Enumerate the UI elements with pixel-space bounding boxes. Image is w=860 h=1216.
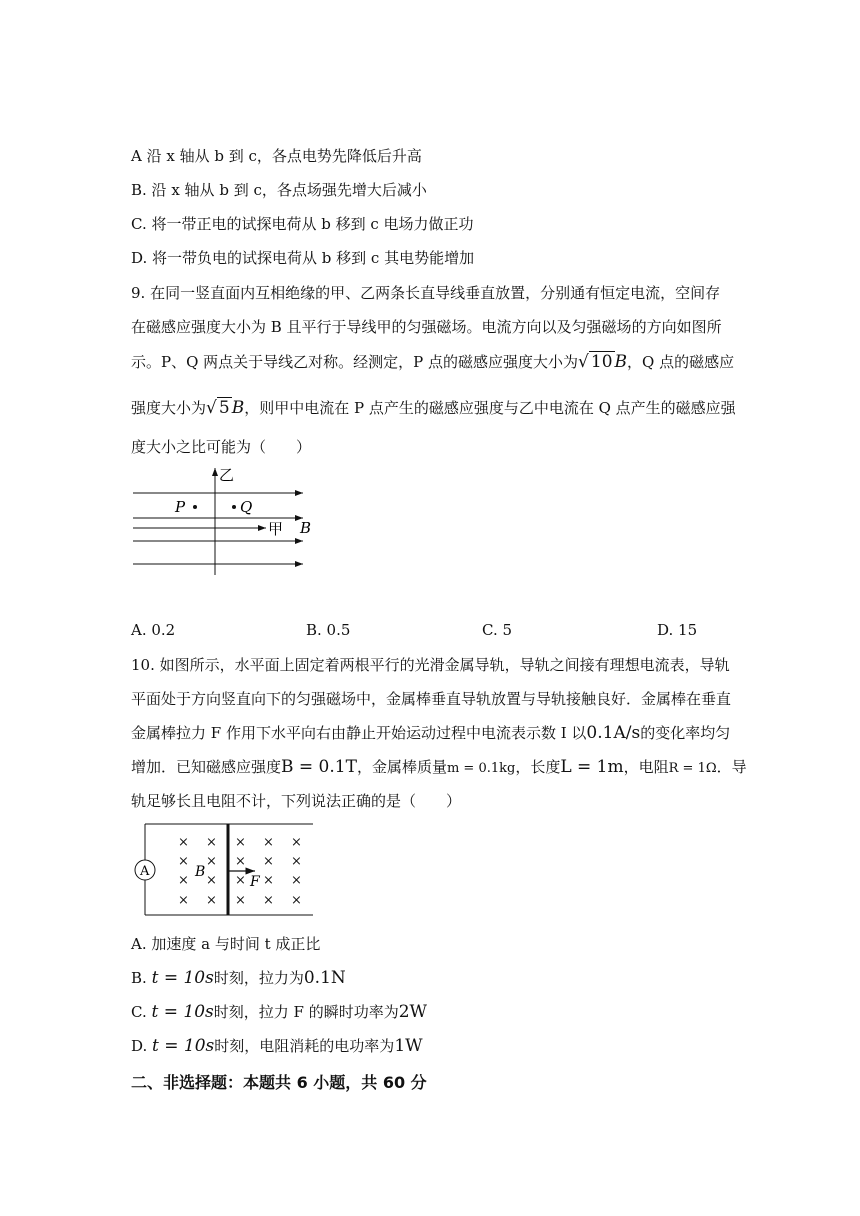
label-jia: 甲 bbox=[268, 520, 284, 538]
sqrt-5-radicand: 5 bbox=[218, 398, 230, 418]
q9-stem-line2: 在磁感应强度大小为 B 且平行于导线甲的匀强磁场。电流方向以及匀强磁场的方向如图所 bbox=[131, 318, 722, 336]
svg-text:×: × bbox=[206, 893, 217, 908]
q10-c-value: 2W bbox=[398, 1002, 427, 1022]
q10-option-c bbox=[131, 1002, 427, 1022]
svg-text:×: × bbox=[291, 873, 302, 888]
q10-line4-text-d: ，电阻 bbox=[623, 758, 669, 776]
svg-text:×: × bbox=[263, 893, 274, 908]
sqrt-5b: √ 5 B bbox=[206, 398, 245, 418]
ammeter-label: A bbox=[140, 864, 150, 879]
svg-text:×: × bbox=[291, 854, 302, 869]
q10-d-value: 1W bbox=[394, 1036, 423, 1056]
svg-text:×: × bbox=[235, 835, 246, 850]
q9-line4-text-b: ，则甲中电流在 P 点产生的磁感应强度与乙中电流在 Q 点产生的磁感应强 bbox=[244, 399, 736, 417]
q9-option-a: A. 0.2 bbox=[131, 621, 176, 639]
q10-option-b bbox=[131, 968, 346, 988]
q8-option-c: C. 将一带正电的试探电荷从 b 移到 c 电场力做正功 bbox=[131, 215, 474, 233]
q10-line4-text-b: ，金属棒质量 bbox=[356, 758, 447, 776]
q10-c-time: t = 10s bbox=[151, 1002, 214, 1022]
svg-text:×: × bbox=[206, 835, 217, 850]
q8-option-b: B. 沿 x 轴从 b 到 c，各点场强先增大后减小 bbox=[131, 181, 427, 199]
q10-option-d bbox=[131, 1036, 423, 1056]
point-q-dot bbox=[232, 505, 236, 509]
q10-b-value: 0.1N bbox=[303, 968, 346, 988]
q10-d-time: t = 10s bbox=[152, 1036, 215, 1056]
svg-text:×: × bbox=[235, 854, 246, 869]
sqrt-5-b-symbol: B bbox=[231, 398, 245, 418]
q9-option-c: C. 5 bbox=[482, 621, 513, 639]
q10-line3-text-a: 金属棒拉力 F 作用下水平向右由静止开始运动过程中电流表示数 I 以 bbox=[131, 724, 587, 742]
q10-b-time: t = 10s bbox=[151, 968, 214, 988]
svg-text:×: × bbox=[178, 854, 189, 869]
q9-option-d: D. 15 bbox=[657, 621, 698, 639]
q8-option-a: A 沿 x 轴从 b 到 c，各点电势先降低后升高 bbox=[131, 147, 422, 165]
q10-d-prefix: D. bbox=[131, 1037, 148, 1055]
svg-text:×: × bbox=[235, 893, 246, 908]
q10-stem-line5: 轨足够长且电阻不计，下列说法正确的是（ ） bbox=[131, 792, 462, 810]
svg-text:×: × bbox=[291, 893, 302, 908]
q8-option-d: D. 将一带负电的试探电荷从 b 移到 c 其电势能增加 bbox=[131, 249, 475, 267]
label-q: Q bbox=[240, 498, 253, 516]
svg-text:×: × bbox=[263, 873, 274, 888]
svg-text:×: × bbox=[178, 873, 189, 888]
svg-text:×: × bbox=[263, 854, 274, 869]
q10-b-text: 时刻，拉力为 bbox=[213, 969, 304, 987]
q10-stem-line4 bbox=[131, 757, 747, 779]
sqrt-10-b-symbol: B bbox=[614, 352, 628, 372]
label-p: P bbox=[175, 498, 186, 516]
q10-b-prefix: B. bbox=[131, 969, 147, 987]
q9-stem-line4 bbox=[131, 398, 736, 418]
m-value: m = 0.1kg bbox=[446, 761, 516, 776]
q9-stem-line3 bbox=[131, 352, 734, 372]
q10-stem-line1: 10. 如图所示，水平面上固定着两根平行的光滑金属导轨，导轨之间接有理想电流表，导轨 bbox=[131, 656, 730, 674]
sqrt-10-radicand: 10 bbox=[590, 352, 613, 372]
q10-c-prefix: C. bbox=[131, 1003, 147, 1021]
q9-line4-text-a: 强度大小为 bbox=[131, 399, 207, 417]
q10-c-text: 时刻，拉力 F 的瞬时功率为 bbox=[213, 1003, 399, 1021]
rate-value: 0.1A/s bbox=[586, 723, 641, 743]
svg-text:×: × bbox=[206, 873, 217, 888]
q9-stem-line5: 度大小之比可能为（ ） bbox=[131, 438, 312, 456]
r-value: R = 1Ω bbox=[668, 761, 717, 776]
point-p-dot bbox=[193, 505, 197, 509]
svg-text:×: × bbox=[235, 873, 246, 888]
q9-option-b: B. 0.5 bbox=[306, 621, 351, 639]
label-b-field: B bbox=[300, 519, 312, 537]
b-value: B = 0.1T bbox=[281, 757, 357, 777]
svg-text:×: × bbox=[178, 893, 189, 908]
q10-stem-line3 bbox=[131, 723, 730, 743]
section2-heading: 二、非选择题：本题共 6 小题，共 60 分 bbox=[131, 1073, 427, 1092]
q10-figure bbox=[131, 820, 321, 920]
q10-option-a: A. 加速度 a 与时间 t 成正比 bbox=[131, 935, 321, 953]
label-yi: 乙 bbox=[219, 466, 235, 484]
label-b-field-10: B bbox=[195, 864, 206, 880]
svg-text:×: × bbox=[178, 835, 189, 850]
label-force-f: F bbox=[250, 874, 260, 890]
q10-d-text: 时刻，电阻消耗的电功率为 bbox=[214, 1037, 395, 1055]
svg-text:×: × bbox=[291, 835, 302, 850]
svg-text:×: × bbox=[206, 854, 217, 869]
q10-line3-text-b: 的变化率均匀 bbox=[640, 724, 731, 742]
q9-line3-text-b: ，Q 点的磁感应 bbox=[627, 353, 735, 371]
q9-stem-line1: 9. 在同一竖直面内互相绝缘的甲、乙两条长直导线垂直放置，分别通有恒定电流，空间存 bbox=[131, 284, 721, 302]
q9-line3-text-a: 示。P、Q 两点关于导线乙对称。经测定，P 点的磁感应强度大小为 bbox=[131, 353, 579, 371]
q9-figure bbox=[131, 464, 321, 579]
l-value: L = 1m bbox=[560, 757, 624, 777]
q10-stem-line2: 平面处于方向竖直向下的匀强磁场中，金属棒垂直导轨放置与导轨接触良好．金属棒在垂直 bbox=[131, 690, 732, 708]
q10-line4-text-e: ．导 bbox=[716, 758, 747, 776]
sqrt-10b: √ 10 B bbox=[578, 352, 628, 372]
svg-text:×: × bbox=[263, 835, 274, 850]
q10-line4-text-c: ，长度 bbox=[515, 758, 561, 776]
q10-line4-text-a: 增加．已知磁感应强度 bbox=[131, 758, 282, 776]
